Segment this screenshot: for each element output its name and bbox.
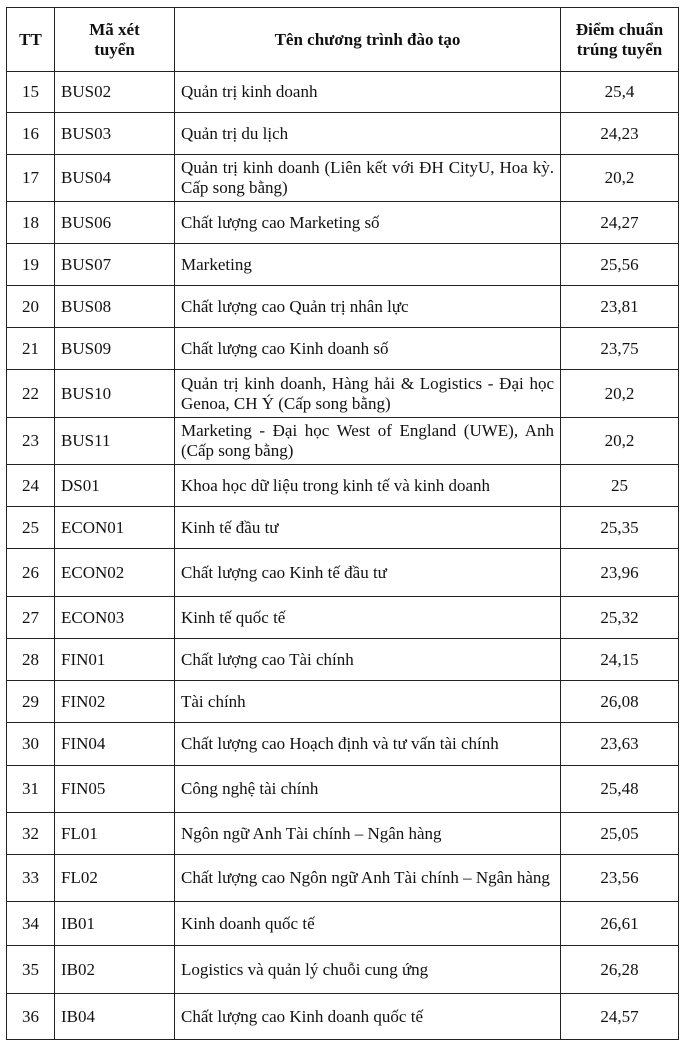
- table-row: [7, 994, 679, 1040]
- program-code: IB04: [55, 994, 175, 1040]
- row-number: 34: [7, 902, 55, 946]
- admission-score-table: [6, 7, 679, 1040]
- program-name: Quản trị kinh doanh: [175, 72, 561, 113]
- table-row: [7, 113, 679, 155]
- program-name: Tài chính: [175, 681, 561, 723]
- program-name: Chất lượng cao Ngôn ngữ Anh Tài chính – Ngân hàng: [175, 855, 561, 902]
- row-number: 17: [7, 155, 55, 202]
- row-number: 24: [7, 465, 55, 507]
- program-name: Marketing - Đại học West of England (UWE), Anh (Cấp song bằng): [175, 418, 561, 465]
- cutoff-score: 23,56: [561, 855, 679, 902]
- row-number: 19: [7, 244, 55, 286]
- table-row: [7, 946, 679, 994]
- cutoff-score: 23,63: [561, 723, 679, 766]
- program-code: FL01: [55, 813, 175, 855]
- table-row: [7, 244, 679, 286]
- row-number: 15: [7, 72, 55, 113]
- program-code: ECON02: [55, 549, 175, 597]
- program-code: FIN01: [55, 639, 175, 681]
- row-number: 35: [7, 946, 55, 994]
- program-name: Quản trị du lịch: [175, 113, 561, 155]
- row-number: 29: [7, 681, 55, 723]
- program-name: Marketing: [175, 244, 561, 286]
- row-number: 31: [7, 766, 55, 813]
- row-number: 16: [7, 113, 55, 155]
- table-row: [7, 286, 679, 328]
- cutoff-score: 24,15: [561, 639, 679, 681]
- table-row: [7, 72, 679, 113]
- program-name: Chất lượng cao Marketing số: [175, 202, 561, 244]
- row-number: 26: [7, 549, 55, 597]
- cutoff-score: 25,4: [561, 72, 679, 113]
- table-row: [7, 902, 679, 946]
- cutoff-score: 24,23: [561, 113, 679, 155]
- table-row: [7, 766, 679, 813]
- table-row: [7, 418, 679, 465]
- program-code: BUS02: [55, 72, 175, 113]
- row-number: 27: [7, 597, 55, 639]
- header-code: [55, 8, 175, 72]
- program-code: BUS11: [55, 418, 175, 465]
- table-row: [7, 855, 679, 902]
- header-score: [561, 8, 679, 72]
- program-code: ECON03: [55, 597, 175, 639]
- cutoff-score: 25,35: [561, 507, 679, 549]
- row-number: 36: [7, 994, 55, 1040]
- table-row: [7, 639, 679, 681]
- cutoff-score: 26,61: [561, 902, 679, 946]
- program-name: Chất lượng cao Quản trị nhân lực: [175, 286, 561, 328]
- program-code: BUS08: [55, 286, 175, 328]
- row-number: 21: [7, 328, 55, 370]
- program-name: Logistics và quản lý chuỗi cung ứng: [175, 946, 561, 994]
- program-name: Kinh tế quốc tế: [175, 597, 561, 639]
- row-number: 20: [7, 286, 55, 328]
- program-code: BUS03: [55, 113, 175, 155]
- table-row: [7, 549, 679, 597]
- row-number: 23: [7, 418, 55, 465]
- cutoff-score: 23,81: [561, 286, 679, 328]
- program-name: Chất lượng cao Kinh doanh quốc tế: [175, 994, 561, 1040]
- cutoff-score: 24,27: [561, 202, 679, 244]
- header-code-line1: Mã xét: [89, 19, 140, 39]
- header-name: Tên chương trình đào tạo: [175, 8, 561, 72]
- program-code: BUS06: [55, 202, 175, 244]
- program-code: IB02: [55, 946, 175, 994]
- cutoff-score: 20,2: [561, 418, 679, 465]
- cutoff-score: 23,75: [561, 328, 679, 370]
- header-code-line2: tuyển: [94, 39, 135, 59]
- table-row: [7, 202, 679, 244]
- cutoff-score: 20,2: [561, 155, 679, 202]
- program-name: Ngôn ngữ Anh Tài chính – Ngân hàng: [175, 813, 561, 855]
- table-row: [7, 465, 679, 507]
- header-tt: TT: [7, 8, 55, 72]
- program-name: Kinh tế đầu tư: [175, 507, 561, 549]
- row-number: 33: [7, 855, 55, 902]
- program-name: Quản trị kinh doanh, Hàng hải & Logistics - Đại học Genoa, CH Ý (Cấp song bằng): [175, 370, 561, 418]
- cutoff-score: 26,28: [561, 946, 679, 994]
- table-row: [7, 155, 679, 202]
- header-row: [7, 8, 679, 72]
- program-code: ECON01: [55, 507, 175, 549]
- table-body: [7, 72, 679, 1040]
- program-name: Chất lượng cao Kinh doanh số: [175, 328, 561, 370]
- cutoff-score: 20,2: [561, 370, 679, 418]
- program-code: FIN02: [55, 681, 175, 723]
- row-number: 22: [7, 370, 55, 418]
- row-number: 18: [7, 202, 55, 244]
- cutoff-score: 25,56: [561, 244, 679, 286]
- table-row: [7, 813, 679, 855]
- program-name: Chất lượng cao Hoạch định và tư vấn tài chính: [175, 723, 561, 766]
- program-code: FL02: [55, 855, 175, 902]
- table-header: [7, 8, 679, 72]
- program-name: Chất lượng cao Kinh tế đầu tư: [175, 549, 561, 597]
- program-code: FIN05: [55, 766, 175, 813]
- program-name: Kinh doanh quốc tế: [175, 902, 561, 946]
- program-name: Chất lượng cao Tài chính: [175, 639, 561, 681]
- table-row: [7, 507, 679, 549]
- row-number: 32: [7, 813, 55, 855]
- table-row: [7, 328, 679, 370]
- program-code: BUS10: [55, 370, 175, 418]
- cutoff-score: 24,57: [561, 994, 679, 1040]
- program-code: BUS07: [55, 244, 175, 286]
- table-row: [7, 597, 679, 639]
- table-row: [7, 681, 679, 723]
- row-number: 25: [7, 507, 55, 549]
- header-score-line2: trúng tuyển: [576, 39, 663, 59]
- cutoff-score: 25,48: [561, 766, 679, 813]
- row-number: 30: [7, 723, 55, 766]
- program-name: Quản trị kinh doanh (Liên kết với ĐH CityU, Hoa kỳ. Cấp song bằng): [175, 155, 561, 202]
- row-number: 28: [7, 639, 55, 681]
- cutoff-score: 23,96: [561, 549, 679, 597]
- cutoff-score: 26,08: [561, 681, 679, 723]
- table-row: [7, 723, 679, 766]
- program-code: BUS04: [55, 155, 175, 202]
- cutoff-score: 25: [561, 465, 679, 507]
- table-row: [7, 370, 679, 418]
- program-code: IB01: [55, 902, 175, 946]
- program-name: Công nghệ tài chính: [175, 766, 561, 813]
- cutoff-score: 25,05: [561, 813, 679, 855]
- program-code: BUS09: [55, 328, 175, 370]
- program-code: FIN04: [55, 723, 175, 766]
- header-score-line1: Điểm chuẩn: [575, 19, 664, 39]
- program-code: DS01: [55, 465, 175, 507]
- cutoff-score: 25,32: [561, 597, 679, 639]
- program-name: Khoa học dữ liệu trong kinh tế và kinh doanh: [175, 465, 561, 507]
